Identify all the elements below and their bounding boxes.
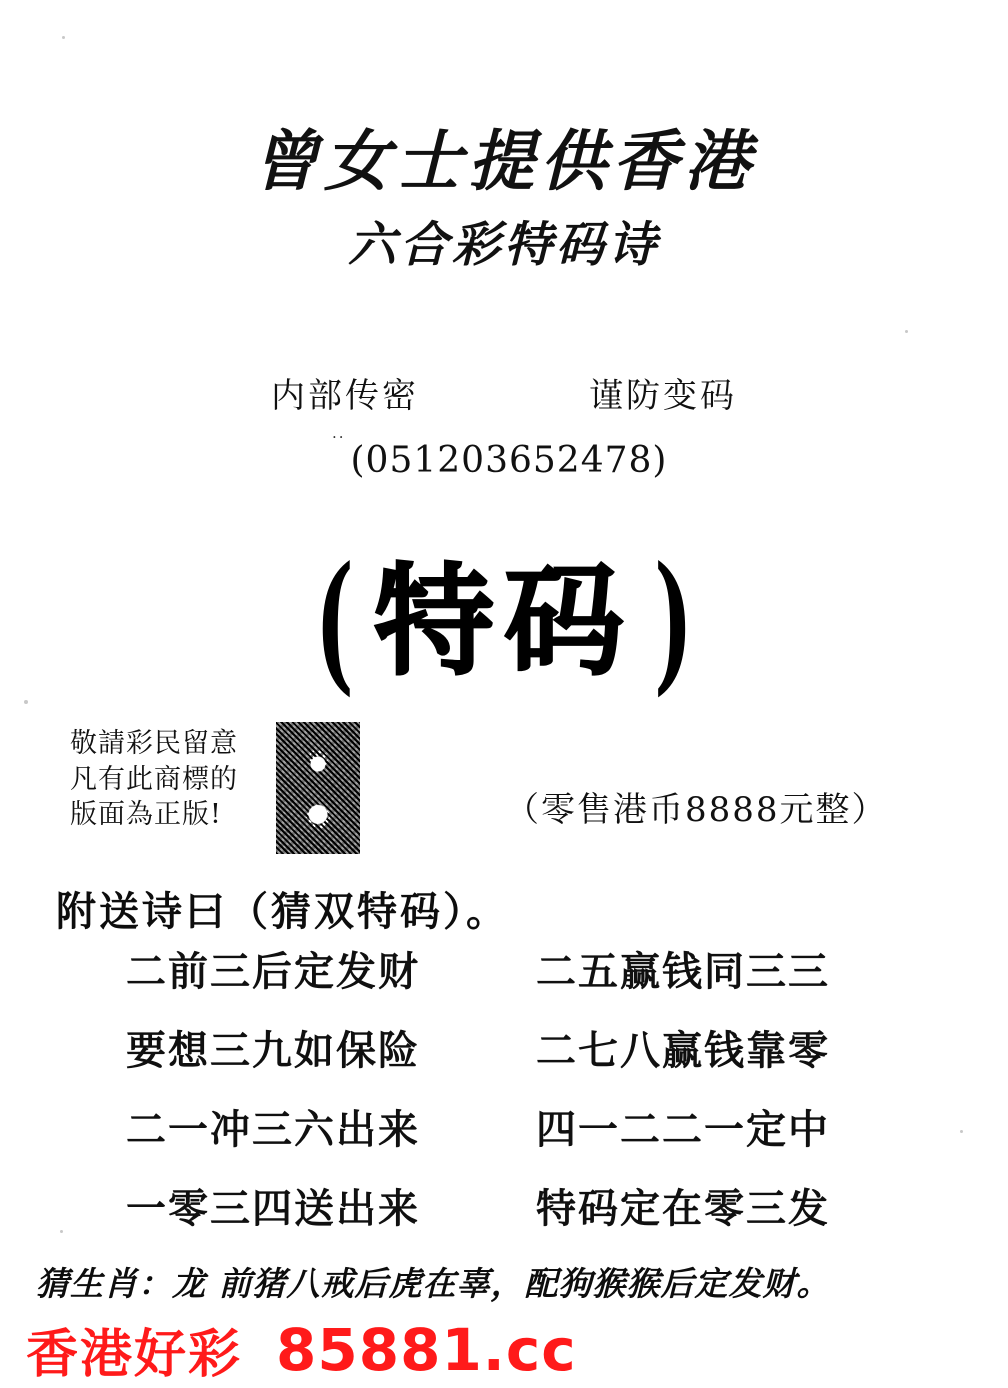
poem-line: 二七八赢钱靠零: [536, 1027, 830, 1074]
paper-speckle: [905, 330, 908, 333]
price-label: （零售港币8888元整）: [505, 790, 888, 830]
notice-right: 谨防变码: [589, 376, 737, 416]
watermark-url: 85881.cc: [276, 1315, 577, 1384]
right-paren-mark: ): [653, 534, 694, 710]
serial-dots: ..: [332, 424, 346, 442]
poem-line: 要想三九如保险: [126, 1027, 420, 1074]
trademark-stamp-image: [276, 722, 360, 854]
poem-line: 四一二二一定中: [536, 1106, 830, 1153]
authenticity-note-line-3: 版面為正版!: [70, 799, 222, 831]
watermark-brand: 香港好彩: [26, 1325, 243, 1385]
poem-line: 二前三后定发财: [126, 948, 420, 995]
poem-line: 二五赢钱同三三: [536, 948, 830, 995]
notice-left: 内部传密: [271, 376, 419, 416]
authenticity-note-line-2: 凡有此商標的: [70, 763, 238, 795]
zodiac-line: 猜生肖：龙 前猪八戒后虎在辜，配狗猴猴后定发财。: [36, 1264, 831, 1303]
paper-speckle: [60, 1230, 63, 1233]
tema-text: 特码: [374, 551, 634, 692]
tema-banner: [0, 532, 1008, 712]
poem-line: 二一冲三六出来: [126, 1106, 420, 1153]
page-subtitle: 六合彩特码诗: [347, 217, 660, 273]
page-title: 曾女士提供香港: [252, 122, 756, 200]
paper-speckle: [960, 1130, 963, 1133]
serial-number: (051203652478): [350, 440, 668, 481]
poem-grid: [126, 940, 926, 1234]
notice-row: [0, 368, 1008, 417]
poem-line: 特码定在零三发: [536, 1185, 830, 1232]
left-paren-mark: (: [314, 534, 355, 710]
watermark: [26, 1312, 577, 1387]
paper-speckle: [62, 36, 65, 39]
authenticity-note: [70, 726, 238, 833]
authenticity-note-line-1: 敬請彩民留意: [70, 728, 238, 759]
poem-line: 一零三四送出来: [126, 1185, 420, 1232]
poem-heading: 附送诗曰（猜双特码）。: [56, 888, 509, 935]
